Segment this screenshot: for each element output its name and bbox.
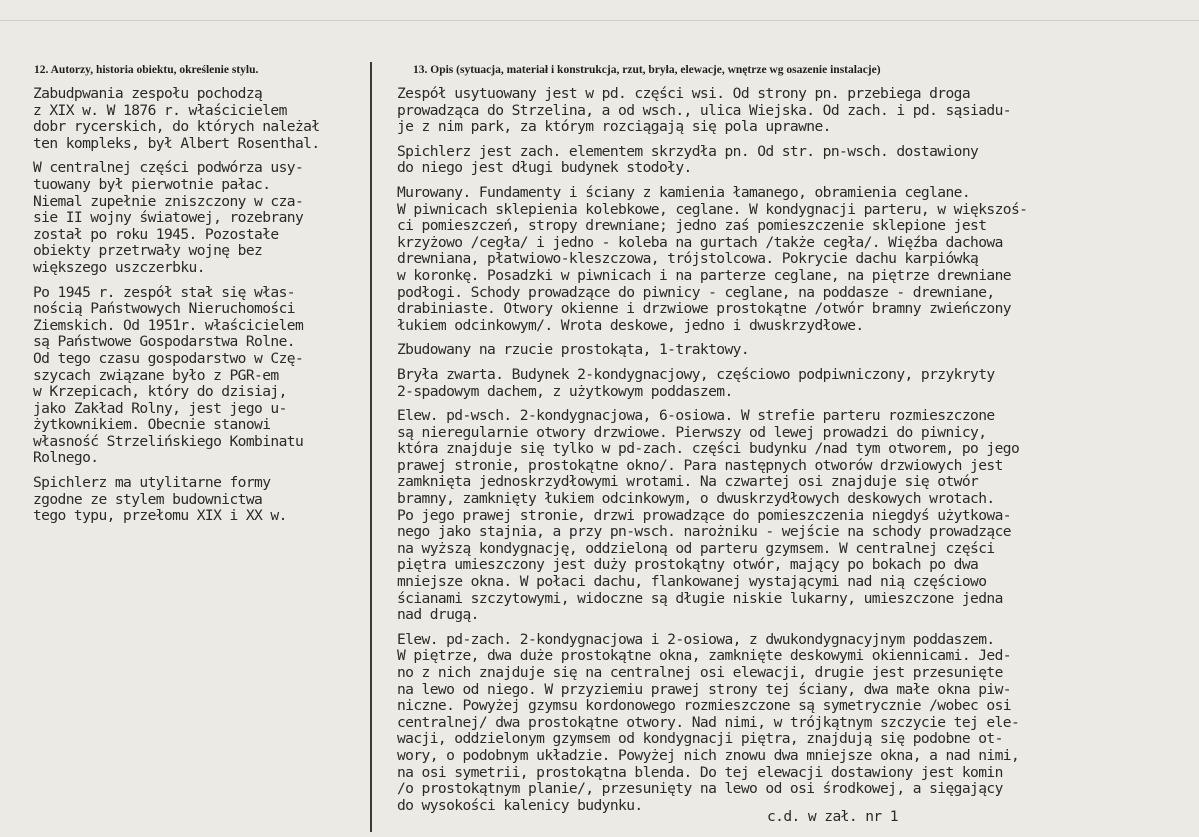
paragraph	[397, 144, 1187, 177]
text-line: która znajduje się tylko w pd-zach. części budynku /nad tym otworem, po jego	[397, 440, 1020, 458]
paragraph	[33, 475, 369, 525]
text-line: nad drugą.	[397, 606, 479, 624]
text-line: ten kompleks, był Albert Rosenthal.	[33, 134, 320, 152]
text-line: Niemal zupełnie zniszczony w cza-	[33, 192, 304, 210]
paragraph	[397, 632, 1187, 815]
paragraph	[33, 160, 369, 276]
text-line: sie II wojny światowej, rozebrany	[33, 209, 304, 227]
text-line: Murowany. Fundamenty i ściany z kamienia łamanego, obramienia ceglane.	[397, 183, 971, 201]
text-line: Od tego czasu gospodarstwo w Czę-	[33, 349, 304, 367]
text-line: łukiem odcinkowym/. Wrota deskowe, jedno i dwuskrzydłowe.	[397, 316, 864, 334]
text-line: obiekty przetrwały wojnę bez	[33, 242, 263, 260]
text-line: W centralnej części podwórza usy-	[33, 159, 304, 177]
text-line: mniejsze okna. W połaci dachu, flankowanej wystającymi nad nią częściowo	[397, 573, 987, 591]
text-line: żytkownikiem. Obecnie stanowi	[33, 416, 271, 434]
text-line: drabiniaste. Otwory okienne i drzwiowe prostokątne /otwór bramny zwieńczony	[397, 300, 1011, 318]
text-line: /o prostokątnym planie/, przesunięty na lewo od osi środkowej, a sięgający	[397, 780, 1003, 798]
text-line: większego uszczerbku.	[33, 258, 205, 276]
text-line: na osi symetrii, prostokątna blenda. Do tej elewacji dostawiony jest komin	[397, 763, 1003, 781]
text-line: Ziemskich. Od 1951r. właścicielem	[33, 316, 304, 334]
section-13-header: 13. Opis (sytuacja, materiał i konstrukcja, rzut, bryła, elewacje, wnętrze wg osazenie instalacje)	[413, 64, 881, 76]
text-line: jako Zakład Rolny, jest jego u-	[33, 399, 287, 417]
description-column	[397, 86, 1187, 822]
text-line: Zespół usytuowany jest w pd. części wsi. Od strony pn. przebiega droga	[397, 85, 971, 102]
text-line: w Krzepicach, który do dzisiaj,	[33, 383, 287, 401]
text-line: nością Państwowych Nieruchomości	[33, 300, 295, 318]
text-line: niczne. Powyżej gzymsu kordonowego rozmieszczone są symetrycznie /wobec osi	[397, 697, 1011, 715]
text-line: są nieregularnie otwory drzwiowe. Pierwszy od lewej prowadzi do piwnicy,	[397, 423, 987, 441]
text-line: tego typu, przełomu XIX i XX w.	[33, 507, 287, 525]
text-line: 2-spadowym dachem, z użytkowym poddaszem.	[397, 382, 733, 400]
text-line: podłogi. Schody prowadzące do piwnicy - ceglane, na poddasze - drewniane,	[397, 283, 995, 301]
text-line: są Państwowe Gospodarstwa Rolne.	[33, 333, 295, 351]
text-line: Po jego prawej stronie, drzwi prowadzące do pomieszczenia niegdyś użytkowa-	[397, 506, 1011, 524]
text-line: piętra umieszczony jest duży prostokątny otwór, mający po bokach po dwa	[397, 556, 979, 574]
paragraph	[397, 408, 1187, 624]
text-line: zamknięta jednoskrzydłowymi wrotami. Na czwartej osi znajduje się otwór	[397, 473, 979, 491]
paragraph	[397, 342, 1187, 359]
text-line: z XIX w. W 1876 r. właścicielem	[33, 101, 287, 119]
text-line: W piwnicach sklepienia kolebkowe, ceglane. W kondygnacji parteru, w większoś-	[397, 200, 1028, 218]
continuation-note: c.d. w zał. nr 1	[767, 808, 898, 825]
text-line: prawej stronie, prostokątne okno/. Para następnych otworów drzwiowych jest	[397, 456, 1003, 474]
text-line: Rolnego.	[33, 449, 99, 467]
section-12-header: 12. Autorzy, historia obiektu, określenie stylu.	[34, 64, 259, 76]
paragraph	[33, 285, 369, 468]
text-line: prowadząca do Strzelina, a od wsch., ulica Wiejska. Od zach. i pd. sąsiadu-	[397, 101, 1011, 119]
text-line: no z nich znajduje się na centralnej osi elewacji, drugie jest przesunięte	[397, 664, 1003, 681]
history-column	[33, 86, 369, 533]
text-line: Zabudpwania zespołu pochodzą	[33, 85, 263, 102]
text-line: do niego jest długi budynek stodoły.	[397, 159, 692, 177]
column-divider	[370, 62, 372, 832]
text-line: Elew. pd-wsch. 2-kondygnacjowa, 6-osiowa. W strefie parteru rozmieszczone	[397, 407, 995, 425]
text-line: Elew. pd-zach. 2-kondygnacjowa i 2-osiowa, z dwukondygnacyjnym poddaszem.	[397, 630, 995, 648]
text-line: Zbudowany na rzucie prostokąta, 1-traktowy.	[397, 341, 750, 359]
text-line: do wysokości kalenicy budynku.	[397, 796, 643, 814]
text-line: w koronkę. Posadzki w piwnicach i na parterze ceglane, na piętrze drewniane	[397, 266, 1011, 284]
text-line: został po roku 1945. Pozostałe	[33, 225, 279, 243]
text-line: krzyżowo /cegła/ i jedno - koleba na gurtach /także cegła/. Więźba dachowa	[397, 233, 1003, 251]
text-line: tuowany był pierwotnie pałac.	[33, 175, 271, 193]
text-line: bramny, zamknięty łukiem odcinkowym, o dwuskrzydłowych deskowych wrotach.	[397, 490, 995, 508]
text-line: W piętrze, dwa duże prostokątne okna, zamknięte deskowymi okiennicami. Jed-	[397, 647, 1011, 665]
text-line: ścianami szczytowymi, widoczne są długie niskie lukarny, umieszczone jedna	[397, 589, 1003, 607]
text-line: nego jako stajnia, a przy pn-wsch. narożniku - wejście na schody prowadzące	[397, 523, 1011, 541]
text-line: wacji, oddzielonym gzymsem od kondygnacji piętra, znajdują się podobne ot-	[397, 730, 1003, 748]
text-line: je z nim park, za którym rozciągają się pola uprawne.	[397, 118, 831, 136]
paragraph	[397, 185, 1187, 334]
text-line: drewniana, płatwiowo-kleszczowa, trójstolcowa. Pokrycie dachu karpiówką	[397, 250, 979, 268]
text-line: dobr rycerskich, do których należał	[33, 118, 320, 136]
text-line: Spichlerz jest zach. elementem skrzydła pn. Od str. pn-wsch. dostawiony	[397, 142, 979, 160]
top-edge-line	[0, 20, 1199, 21]
text-line: na wyższą kondygnację, oddzieloną od parteru gzymsem. W centralnej części	[397, 539, 995, 557]
paragraph	[397, 367, 1187, 400]
text-line: własność Strzelińskiego Kombinatu	[33, 432, 304, 450]
text-line: Spichlerz ma utylitarne formy	[33, 474, 271, 492]
paragraph	[33, 86, 369, 152]
text-line: na lewo od niego. W przyziemiu prawej strony tej ściany, dwa małe okna piw-	[397, 680, 1011, 698]
text-line: szycach związane było z PGR-em	[33, 366, 279, 384]
text-line: Po 1945 r. zespół stał się włas-	[33, 283, 295, 301]
text-line: Bryła zwarta. Budynek 2-kondygnacjowy, częściowo podpiwniczony, przykryty	[397, 365, 995, 383]
paragraph	[397, 86, 1187, 136]
text-line: centralnej/ dwa prostokątne otwory. Nad nimi, w trójkątnym szczycie tej ele-	[397, 713, 1020, 731]
text-line: ci pomieszczeń, stropy drewniane; jedno zaś pomieszczenie sklepione jest	[397, 217, 987, 235]
text-line: wory, o podobnym układzie. Powyżej nich znowu dwa mniejsze okna, a nad nimi,	[397, 746, 1020, 764]
text-line: zgodne ze stylem budownictwa	[33, 490, 263, 508]
